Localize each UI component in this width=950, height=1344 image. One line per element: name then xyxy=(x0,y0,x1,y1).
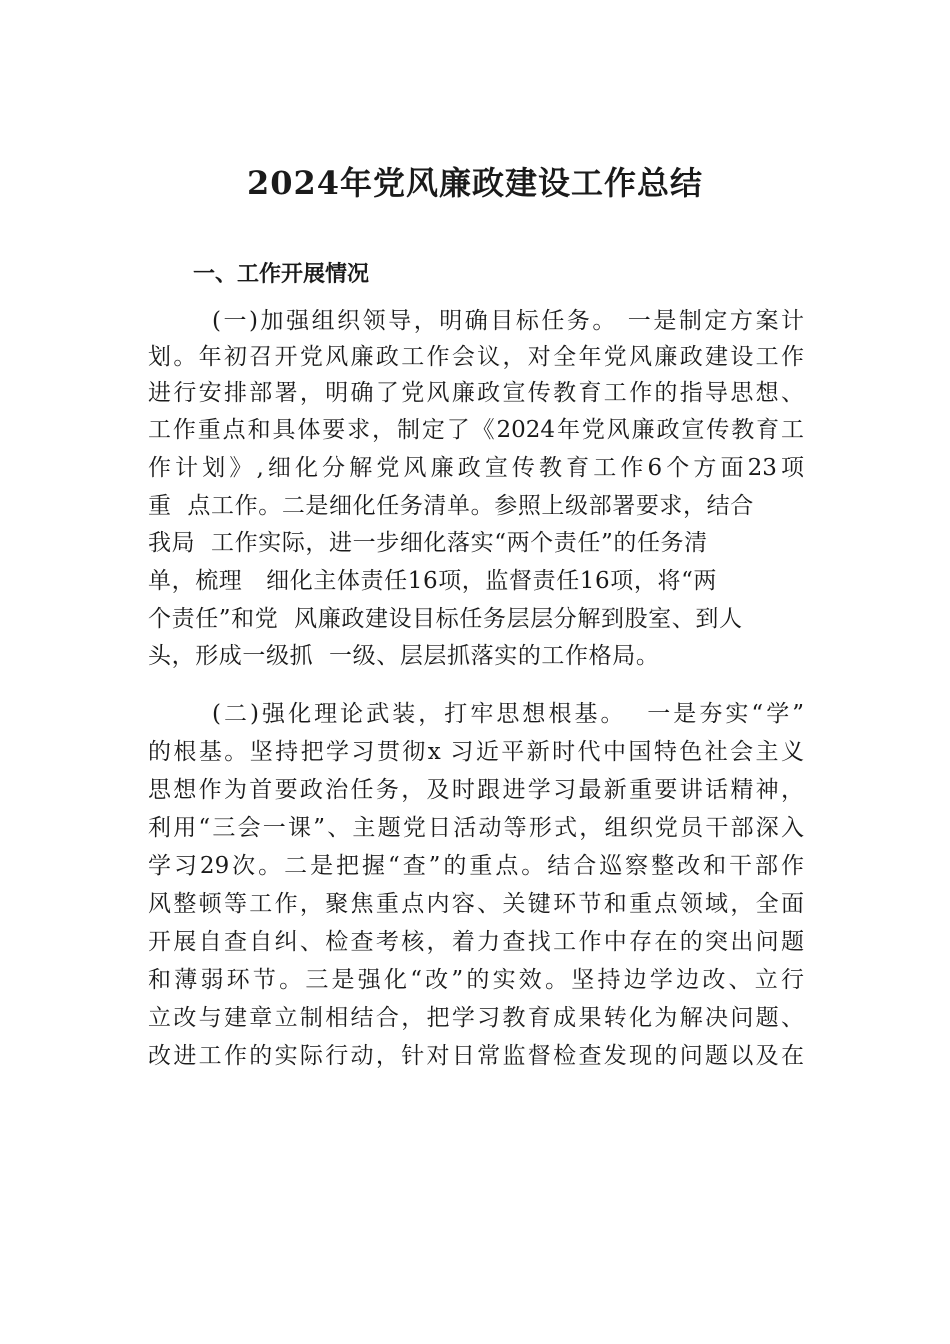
paragraph-line: 我局 工作实际，进一步细化落实“两个责任”的任务清 xyxy=(148,530,708,556)
paragraph-line: (二)强化理论武装，打牢思想根基。 一是夯实“学” xyxy=(212,701,804,727)
paragraph-line: 头，形成一级抓 一级、层层抓落实的工作格局。 xyxy=(148,643,660,669)
paragraph-line: 重 点工作。二是细化任务清单。参照上级部署要求，结合 xyxy=(148,493,754,519)
paragraph-line: 个责任”和党 风廉政建设目标任务层层分解到股室、到人 xyxy=(148,606,743,632)
paragraph-line: 划。年初召开党风廉政工作会议，对全年党风廉政建设工作 xyxy=(148,344,804,370)
paragraph-line: 立改与建章立制相结合，把学习教育成果转化为解决问题、 xyxy=(148,1005,804,1031)
paragraph-line: 开展自查自纠、检查考核，着力查找工作中存在的突出问题 xyxy=(148,929,804,955)
paragraph-line: 思想作为首要政治任务，及时跟进学习最新重要讲话精神， xyxy=(148,777,804,803)
paragraph-line: 改进工作的实际行动，针对日常监督检查发现的问题以及在 xyxy=(148,1043,804,1069)
section-heading: 一、工作开展情况 xyxy=(193,262,370,287)
paragraph-line: (一)加强组织领导，明确目标任务。 一是制定方案计 xyxy=(212,308,804,334)
paragraph-line: 的根基。坚持把学习贯彻x 习近平新时代中国特色社会主义 xyxy=(148,739,804,765)
paragraph-line: 利用“三会一课”、主题党日活动等形式，组织党员干部深入 xyxy=(148,815,804,841)
paragraph-line: 作计划》,细化分解党风廉政宣传教育工作6个方面23项 xyxy=(148,455,804,481)
document-title: 2024年党风廉政建设工作总结 xyxy=(246,164,704,202)
paragraph-line: 进行安排部署，明确了党风廉政宣传教育工作的指导思想、 xyxy=(148,380,804,406)
paragraph-line: 学习29次。二是把握“查”的重点。结合巡察整改和干部作 xyxy=(148,853,804,879)
paragraph-line: 单，梳理 细化主体责任16项，监督责任16项，将“两 xyxy=(148,568,718,594)
paragraph-line: 和薄弱环节。三是强化“改”的实效。坚持边学边改、立行 xyxy=(148,967,804,993)
paragraph-line: 工作重点和具体要求，制定了《2024年党风廉政宣传教育工 xyxy=(148,417,804,443)
paragraph-line: 风整顿等工作，聚焦重点内容、关键环节和重点领域，全面 xyxy=(148,891,804,917)
